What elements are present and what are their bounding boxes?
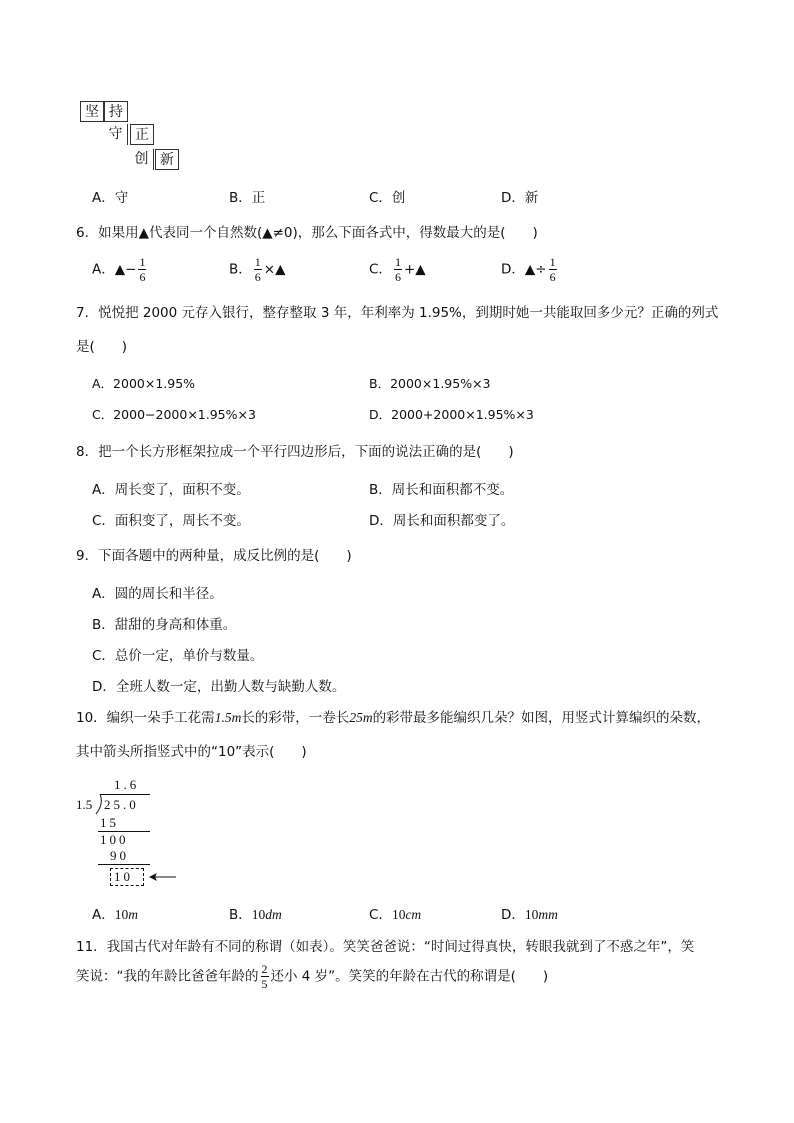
q6-option-b[interactable]: B． $\frac{1}{6}$ ×▲ [229,255,286,284]
q8-option-c[interactable]: C．面积变了，周长不变。 [92,513,250,529]
q10-option-c[interactable]: C．10cm [369,907,422,923]
q7-option-c[interactable]: C．2000−2000×1.95%×3 [92,407,256,422]
q6-option-a[interactable] [92,256,148,283]
option-text: B． [229,261,252,278]
length-value: 25m [349,710,373,725]
q10-option-a[interactable]: A．10m [92,907,138,923]
length-value: 1.5m [214,710,242,725]
fraction: $\frac{1}{6}$ [254,255,261,284]
word-block: 正 [130,124,154,145]
dividend: 25.0 [104,797,139,812]
word-block: 新 [155,149,179,170]
subtraction-line [98,864,150,865]
q10-stem-line2: 其中箭头所指竖式中的“10”表示( ) [76,744,307,760]
q5-option-d[interactable]: D．新 [501,190,539,206]
q10-option-b[interactable]: B．10dm [229,907,282,923]
q10-option-d[interactable]: D．10mm [501,907,558,923]
partial-product: 90 [110,848,129,863]
option-text: A．▲− [92,261,137,278]
q7-option-d[interactable]: D．2000+2000×1.95%×3 [369,407,534,422]
partial-product: 15 [100,815,119,830]
arrow-icon [148,871,178,883]
q8-stem: 8．把一个长方形框架拉成一个平行四边形后，下面的说法正确的是( ) [76,444,514,460]
divisor: 1.5 [76,797,93,812]
q9-option-d[interactable]: D．全班人数一定，出勤人数与缺勤人数。 [92,679,346,695]
division-bar [100,794,150,795]
q7-option-a[interactable]: A．2000×1.95% [92,376,196,391]
q7-stem-line1: 7．悦悦把 2000 元存入银行，整存整取 3 年，年利率为 1.95%，到期时她一共能取回多少元？正确的列式 [76,305,719,321]
q5-option-c[interactable]: C．创 [369,190,406,206]
word-block: 守 [104,124,128,145]
word-block: 持 [104,101,128,122]
q9-stem: 9．下面各题中的两种量，成反比例的是( ) [76,548,352,564]
partial-remainder: 100 [100,832,129,847]
q11-stem-line2: 笑说：“我的年龄比爸爸年龄的 $\frac{2}{5}$ 还小 4 岁”。笑笑的年龄在古代的称谓是( ) [76,962,549,991]
q8-option-a[interactable]: A．周长变了，面积不变。 [92,482,250,498]
q11-stem-line1: 11．我国古代对年龄有不同的称谓（如表）。笑笑爸爸说：“时间过得真快，转眼我就到了不惑之年”，笑 [76,939,695,955]
q6-stem: 6．如果用▲代表同一个自然数(▲≠0)，那么下面各式中，得数最大的是( ) [76,225,538,241]
q7-stem-line2: 是( ) [76,339,128,355]
word-block: 坚 [80,101,104,122]
q10-stem-line1: 10．编织一朵手工花需1.5m长的彩带，一卷长25m的彩带最多能编织几朵？如图，用竖式计算编织的朵数， [76,710,711,726]
fraction: $\frac{1}{6}$ [139,255,146,284]
q9-option-b[interactable]: B．甜甜的身高和体重。 [92,617,237,633]
fraction: $\frac{1}{6}$ [549,255,556,284]
q6-option-c[interactable]: C． $\frac{1}{6}$ +▲ [369,255,426,284]
word-block: 创 [130,149,154,170]
fraction: $\frac{1}{6}$ [394,255,401,284]
q8-option-b[interactable]: B．周长和面积都不变。 [369,482,514,498]
q5-option-a[interactable]: A．守 [92,190,129,206]
option-text: C． [369,261,392,278]
remainder: 10 [114,869,133,884]
option-text: D．▲÷ [501,261,547,278]
q9-option-a[interactable]: A．圆的周长和半径。 [92,586,223,602]
q6-option-d[interactable] [501,256,559,283]
q8-option-d[interactable]: D．周长和面积都变了。 [369,513,515,529]
quotient: 1.6 [114,777,140,792]
long-division [76,774,186,892]
q9-option-c[interactable]: C．总价一定，单价与数量。 [92,648,264,664]
q5-option-b[interactable]: B．正 [229,190,266,206]
fraction: $\frac{2}{5}$ [261,962,268,991]
q7-option-b[interactable]: B．2000×1.95%×3 [369,376,491,391]
